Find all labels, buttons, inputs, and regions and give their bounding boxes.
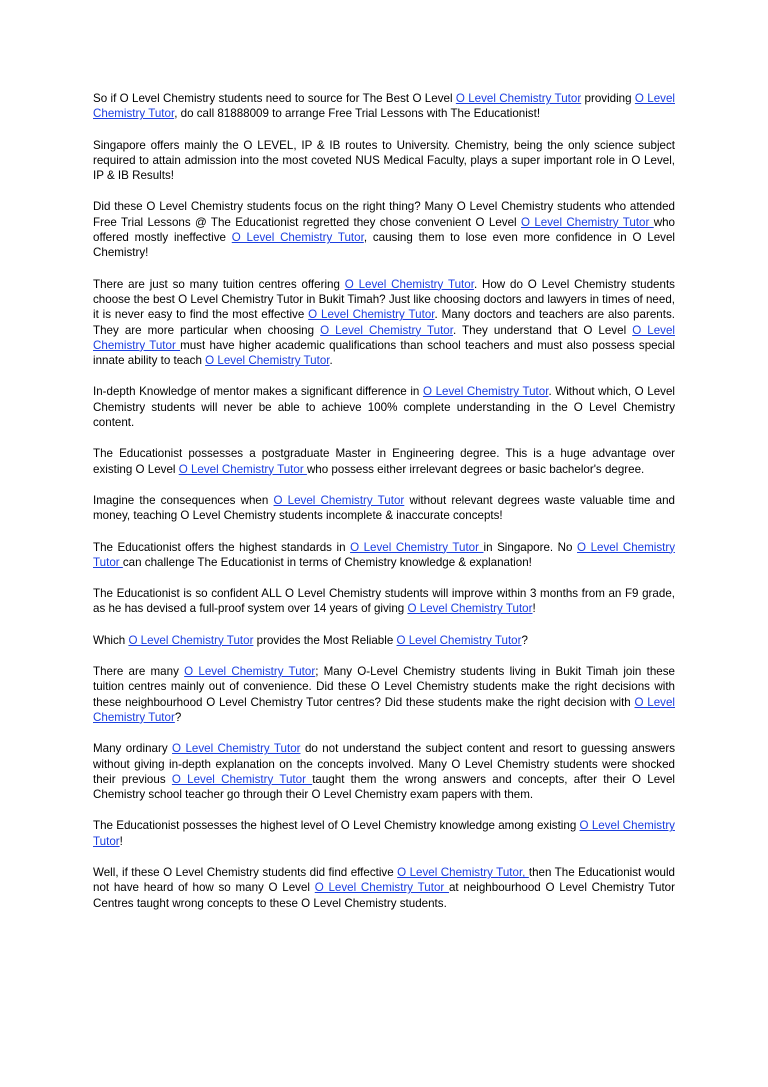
paragraph-text: Well, if these O Level Chemistry students did find effective xyxy=(93,865,398,879)
paragraph-text: The Educationist offers the highest standards in xyxy=(93,540,351,554)
tutor-link[interactable]: O Level Chemistry Tutor xyxy=(320,323,453,337)
paragraph-text: providing xyxy=(581,92,635,105)
tutor-link[interactable]: O Level Chemistry Tutor xyxy=(205,354,330,368)
paragraph-3 xyxy=(93,199,675,260)
tutor-link[interactable]: O Level Chemistry Tutor xyxy=(178,462,307,476)
tutor-link[interactable]: O Level Chemistry Tutor xyxy=(344,277,474,291)
tutor-link[interactable]: O Level Chemistry Tutor xyxy=(172,742,301,756)
paragraph-text: in Singapore. No xyxy=(483,540,578,554)
paragraph-text: Singapore offers mainly the O LEVEL, IP & IB routes to University. Chemistry, being the only science subject required to attain admission into the most coveted NUS Medical Faculty, plays a super important role in O Level, IP & IB Results! xyxy=(93,138,675,183)
paragraph-text: . How do O Level Chemistry students choose the best O Level Chemistry Tutor in Bukit Timah? Just like choosing doctors and lawyers in times of need, it is never easy to find the most effective xyxy=(93,277,675,322)
paragraph-2 xyxy=(93,138,675,184)
paragraph-text: can challenge The Educationist in terms of Chemistry knowledge & explanation! xyxy=(122,555,532,569)
tutor-link[interactable]: O Level Chemistry Tutor xyxy=(93,323,675,352)
paragraph-text: The Educationist is so confident ALL O Level Chemistry students will improve within 3 months from an F9 grade, as he has devised a full-proof system over 14 years of giving xyxy=(93,587,675,616)
paragraph-text: at neighbourhood O Level Chemistry Tutor Centres taught wrong concepts to these O Level Chemistry students. xyxy=(93,881,675,910)
paragraph-8 xyxy=(93,540,675,571)
document-page xyxy=(93,91,675,927)
tutor-link[interactable]: O Level Chemistry Tutor xyxy=(396,633,522,647)
tutor-link[interactable]: O Level Chemistry Tutor xyxy=(350,540,484,554)
paragraph-text: Which xyxy=(93,633,129,647)
paragraph-13 xyxy=(93,818,675,849)
paragraph-text: . They understand that O Level xyxy=(452,323,633,337)
paragraph-text: So if O Level Chemistry students need to source for The Best O Level xyxy=(93,92,456,105)
paragraph-text: In-depth Knowledge of mentor makes a significant difference in xyxy=(93,385,423,399)
tutor-link[interactable]: O Level Chemistry Tutor xyxy=(407,602,533,616)
paragraph-text: Many ordinary xyxy=(93,742,173,756)
paragraph-text: , do call 81888009 to arrange Free Trial Lessons with The Educationist! xyxy=(174,107,541,121)
paragraph-text: There are many xyxy=(93,665,185,679)
tutor-link[interactable]: O Level Chemistry Tutor xyxy=(93,819,675,848)
paragraph-6 xyxy=(93,446,675,477)
paragraph-text: ? xyxy=(174,710,182,724)
paragraph-text: provides the Most Reliable xyxy=(253,633,397,647)
paragraph-12 xyxy=(93,741,675,802)
paragraph-text: ! xyxy=(532,602,536,616)
paragraph-text: . xyxy=(329,354,333,368)
paragraph-7 xyxy=(93,493,675,524)
tutor-link[interactable]: O Level Chemistry Tutor xyxy=(93,540,675,569)
paragraph-9 xyxy=(93,586,675,617)
paragraph-text: who offered mostly ineffective xyxy=(93,215,676,245)
tutor-link[interactable]: O Level Chemistry Tutor xyxy=(273,493,405,507)
paragraph-4 xyxy=(93,277,675,369)
paragraph-text: ; Many O-Level Chemistry students living in Bukit Timah join these tuition centres mainly out of convenience. Did these O Level Chemistry students make the right decisions with these neighbourhood O Level Chemistry Tutor centres? Did these students make the right decision with xyxy=(93,665,675,709)
paragraph-5 xyxy=(93,384,675,430)
tutor-link[interactable]: O Level Chemistry Tutor xyxy=(520,215,654,229)
tutor-link[interactable]: O Level Chemistry Tutor xyxy=(93,695,675,724)
paragraph-text: ? xyxy=(521,633,528,647)
paragraph-text: must have higher academic qualifications than school teachers and must also possess special innate ability to teach xyxy=(93,338,675,368)
paragraph-1 xyxy=(93,91,675,122)
paragraph-text: ! xyxy=(119,834,123,848)
paragraph-text: who possess either irrelevant degrees or basic bachelor's degree. xyxy=(306,462,645,476)
paragraph-text: There are just so many tuition centres offering xyxy=(93,277,345,291)
tutor-link[interactable]: O Level Chemistry Tutor xyxy=(184,665,316,679)
tutor-link[interactable]: O Level Chemistry Tutor xyxy=(455,92,582,105)
tutor-link[interactable]: O Level Chemistry Tutor, xyxy=(397,865,529,879)
paragraph-text: then The Educationist would not have heard of how so many O Level xyxy=(93,865,676,895)
paragraph-text: without relevant degrees waste valuable time and money, teaching O Level Chemistry students incomplete & inaccurate concepts! xyxy=(93,493,675,523)
paragraph-text: Imagine the consequences when xyxy=(93,493,274,507)
paragraph-text: The Educationist possesses the highest level of O Level Chemistry knowledge among existing xyxy=(93,819,580,833)
paragraph-text: Did these O Level Chemistry students focus on the right thing? Many O Level Chemistry students who attended Free Trial Lessons @ The Educationist regretted they chose convenient O Level xyxy=(93,200,675,229)
paragraph-10 xyxy=(93,633,675,648)
tutor-link[interactable]: O Level Chemistry Tutor xyxy=(422,385,549,399)
paragraph-text: taught them the wrong answers and concepts, after their O Level Chemistry school teacher go through their O Level Chemistry exam papers with them. xyxy=(93,772,675,802)
paragraph-text: , causing them to lose even more confidence in O Level Chemistry! xyxy=(93,231,675,260)
paragraph-text: do not understand the subject content and resort to guessing answers without giving in-depth explanation on the concepts involved. Many O Level Chemistry students were shocked their previous xyxy=(93,742,675,786)
paragraph-text: The Educationist possesses a postgraduate Master in Engineering degree. This is a huge advantage over existing O Level xyxy=(93,447,675,476)
paragraph-text: . Many doctors and teachers are also parents. They are more particular when choosing xyxy=(93,308,675,337)
tutor-link[interactable]: O Level Chemistry Tutor xyxy=(128,633,254,647)
tutor-link[interactable]: O Level Chemistry Tutor xyxy=(308,308,435,322)
tutor-link[interactable]: O Level Chemistry Tutor xyxy=(231,231,364,245)
paragraph-text: . Without which, O Level Chemistry students will never be able to achieve 100% complete understanding in the O Level Chemistry content. xyxy=(93,385,675,430)
tutor-link[interactable]: O Level Chemistry Tutor xyxy=(93,92,675,121)
paragraph-14 xyxy=(93,865,675,911)
paragraph-11 xyxy=(93,664,675,725)
tutor-link[interactable]: O Level Chemistry Tutor xyxy=(314,881,449,895)
tutor-link[interactable]: O Level Chemistry Tutor xyxy=(171,772,313,786)
